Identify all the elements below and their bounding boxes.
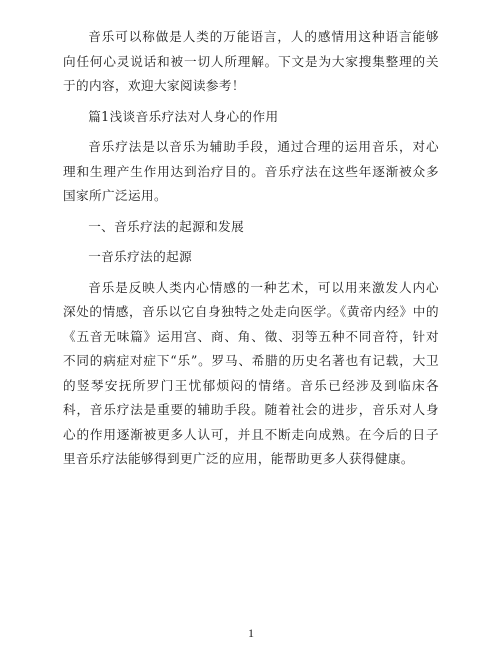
- page-number: 1: [248, 626, 254, 640]
- section-heading: 一、音乐疗法的起源和发展: [88, 218, 245, 234]
- origin-paragraph: 音乐是反映人类内心情感的一种艺术，可以用来激发人内心深处的情感，音乐以它自身独特之处走向医学。《黄帝内经》中的《五音无味篇》运用宫、商、角、徵、羽等五种不同音符，针对不同的病症对症下“乐”。罗马、希腊的历史名著也有记载，大卫的竖琴安抚所罗门王忧郁烦闷的情绪。音乐已经涉及到临床各科，音乐疗法是重要的辅助手段。随着社会的进步，音乐对人身心的作用逐渐被更多人认可，并且不断走向成熟。在今后的日子里音乐疗法能够得到更广泛的应用，能帮助更多人获得健康。: [63, 279, 439, 466]
- document-body: [63, 25, 439, 472]
- article-title: 篇1浅谈音乐疗法对人身心的作用: [88, 108, 279, 124]
- definition-paragraph: 音乐疗法是以音乐为辅助手段，通过合理的运用音乐，对心理和生理产生作用达到治疗目的。音乐疗法在这些年逐渐被众多国家所广泛运用。: [63, 139, 439, 203]
- intro-paragraph: 音乐可以称做是人类的万能语言，人的感情用这种语言能够向任何心灵说话和被一切人所理解。下文是为大家搜集整理的关于的内容，欢迎大家阅读参考！: [63, 29, 439, 93]
- subsection-heading: 一音乐疗法的起源: [88, 249, 193, 264]
